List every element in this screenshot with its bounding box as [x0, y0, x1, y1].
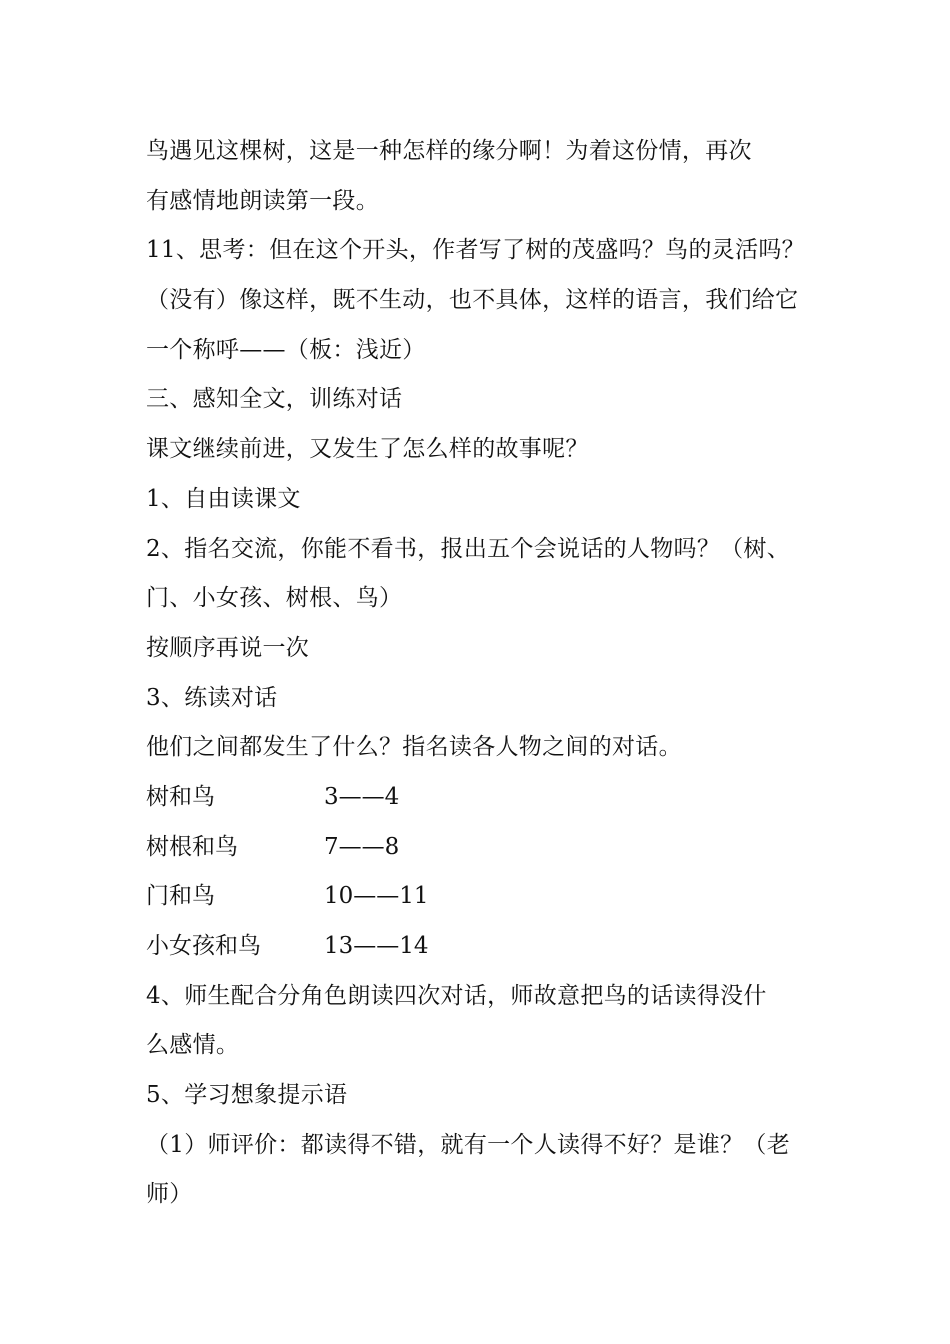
list-item: 5、学习想象提示语: [146, 1082, 348, 1109]
text-line: 师）: [146, 1181, 193, 1208]
text-line: 鸟遇见这棵树，这是一种怎样的缘分啊！为着这份情，再次: [146, 138, 752, 164]
list-item: 3、练读对话: [146, 684, 278, 711]
list-item: 4、师生配合分角色朗读四次对话，师故意把鸟的话读得没什: [146, 982, 767, 1009]
section-heading: 三、感知全文，训练对话: [146, 386, 403, 413]
dialogue-characters: 小女孩和鸟: [146, 933, 261, 959]
text-line: 有感情地朗读第一段。: [146, 187, 379, 214]
dialogue-characters: 树和鸟: [146, 783, 215, 810]
text-line: （没有）像这样，既不生动，也不具体，这样的语言，我们给它: [146, 287, 799, 314]
dialogue-paragraph-range: 7——8: [324, 833, 400, 860]
list-item: 2、指名交流，你能不看书，报出五个会说话的人物吗？（树、: [146, 535, 791, 562]
text-line: 课文继续前进，又发生了怎么样的故事呢？: [146, 436, 589, 463]
list-item: （1）师评价：都读得不错，就有一个人读得不好？是谁？（老: [146, 1131, 791, 1158]
document-page: [146, 127, 826, 1220]
text-line: 么感情。: [146, 1032, 240, 1059]
list-item: 1、自由读课文: [146, 485, 301, 512]
dialogue-paragraph-range: 3——4: [324, 783, 400, 810]
text-line: 一个称呼——（板：浅近）: [146, 336, 426, 363]
dialogue-characters: 门和鸟: [146, 883, 215, 910]
text-line: 他们之间都发生了什么？指名读各人物之间的对话。: [146, 734, 682, 761]
text-line: 门、小女孩、树根、鸟）: [146, 585, 403, 612]
dialogue-row: [146, 872, 826, 922]
dialogue-paragraph-range: 10——11: [324, 883, 429, 910]
text-line: 按顺序再说一次: [146, 634, 310, 661]
dialogue-row: [146, 823, 826, 873]
dialogue-characters: 树根和鸟: [146, 833, 238, 860]
dialogue-row: [146, 922, 826, 972]
dialogue-row: [146, 773, 826, 823]
dialogue-paragraph-range: 13——14: [324, 933, 429, 959]
text-line: 11、思考：但在这个开头，作者写了树的茂盛吗？鸟的灵活吗？: [146, 237, 805, 264]
